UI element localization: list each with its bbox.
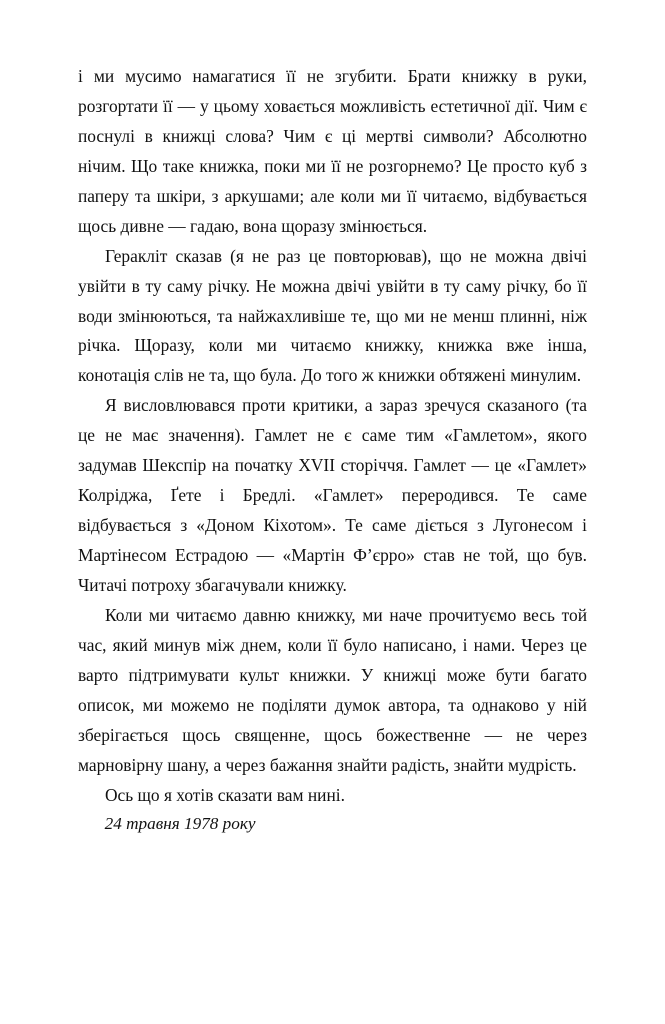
paragraph: Ось що я хотів сказати вам нині. [104, 784, 345, 805]
paragraph: і ми мусимо намагатися її не згубити. Брати книжку в руки, розгортати її — у цьому ховається можливість естетичної дії. Чим є поснулі в книжці слова? Чим є ці мертві символи? Абсолютно нічим. Що таке книжка, поки ми її не розгорнемо? Це просто куб з паперу та шкіри, з аркушами; але коли ми її читаємо, відбувається щось дивне — гадаю, вона щоразу змінюється. [78, 66, 587, 236]
paragraph: Коли ми читаємо давню книжку, ми наче прочитуємо весь той час, який минув між днем, коли її було написано, і нами. Через це варто підтримувати культ книжки. У книжці може бути багато описок, ми можемо не поділяти думок автора, та однаково у ній зберігається щось священне, щось божественне — не через марновірну шану, а через бажання знайти радість, знайти мудрість. [78, 604, 587, 775]
paragraph: Геракліт сказав (я не раз це повторював), що не можна двічі увійти в ту саму річку. Не можна двічі увійти в ту саму річку, бо її води змінюються, та найжахливіше те, що ми не менш плинні, ніж річка. Щоразу, коли ми читаємо книжку, книжка вже інша, конотація слів не та, що була. До того ж книжки обтяжені минулим. [78, 245, 587, 386]
date-line: 24 травня 1978 року [104, 814, 256, 834]
page-body [78, 62, 587, 838]
paragraph: Я висловлювався проти критики, а зараз зречуся сказаного (та це не має значення). Гамлет не є саме тим «Гамлетом», якого задумав Шекспір на початку XVII сторіччя. Гамлет — це «Гамлет» Колріджа, Ґете і Бредлі. «Гамлет» переродився. Те саме відбувається з «Доном Кіхотом». Те саме діється з Лугонесом і Мартінесом Естрадою — «Мартін Ф’єрро» став не той, що був. Читачі потроху збагачували книжку. [78, 395, 587, 595]
